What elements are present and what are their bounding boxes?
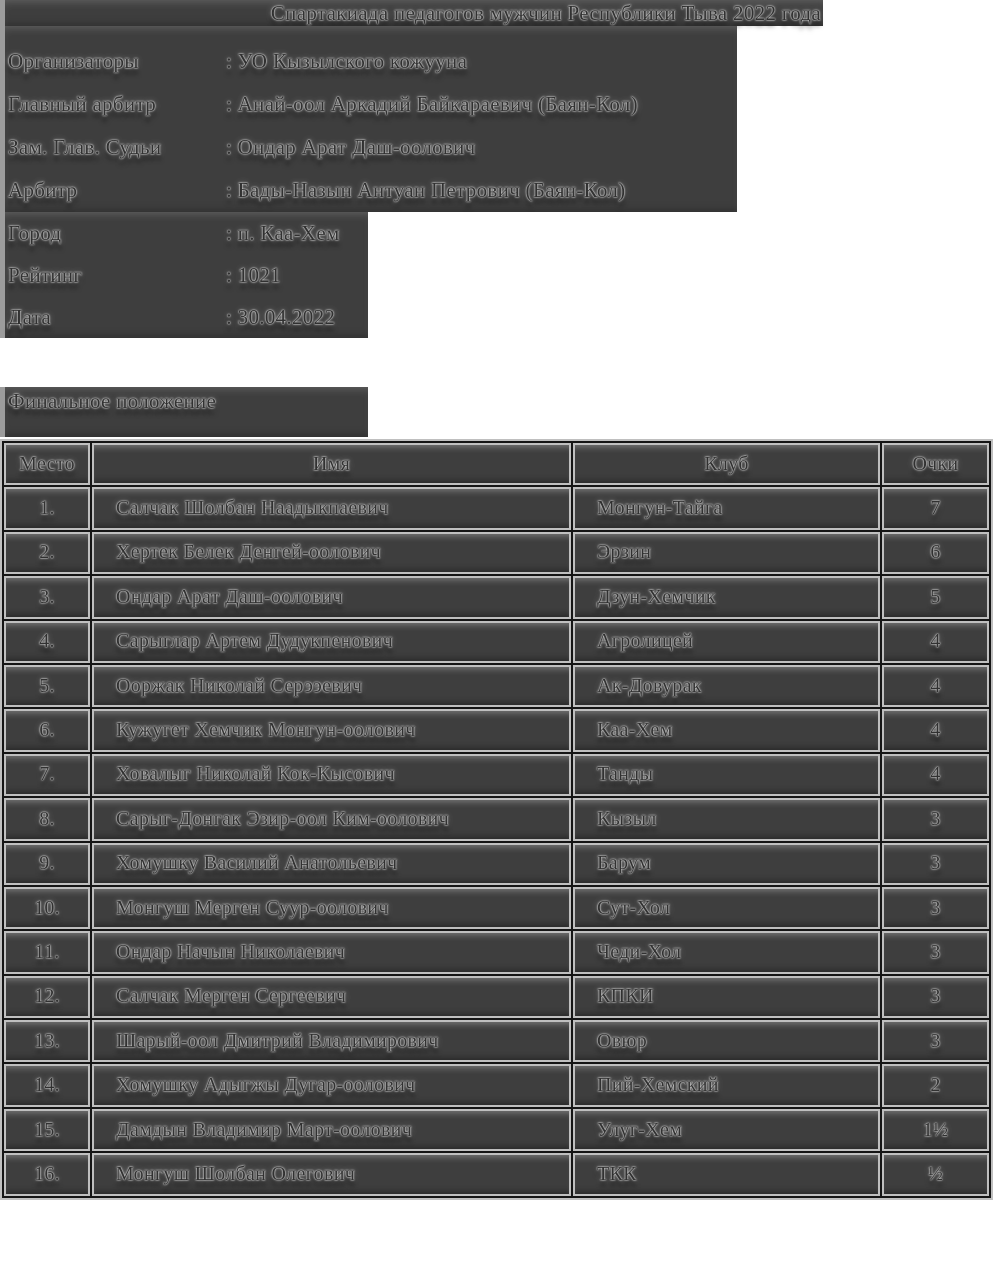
points-value: 7: [930, 497, 941, 520]
place-value: 12.: [34, 985, 60, 1008]
place-value: 6.: [39, 719, 55, 742]
club-value: Агролицей: [597, 630, 694, 653]
place-value: 1.: [39, 497, 55, 520]
name-value: Ховалыг Николай Кок-Кысович: [116, 763, 395, 786]
points-cell: [882, 576, 989, 618]
club-cell: [573, 665, 880, 707]
club-value: Сут-Хол: [597, 896, 671, 919]
place-value: 7.: [39, 763, 55, 786]
tournament-info-block: [0, 26, 737, 212]
club-cell: [573, 1109, 880, 1151]
name-value: Сарыглар Артем Дудукпенович: [116, 630, 394, 653]
name-value: Хертек Белек Денгей-оолович: [116, 541, 381, 564]
name-cell: [92, 487, 571, 529]
club-value: Овюр: [597, 1029, 648, 1052]
points-cell: [882, 887, 989, 929]
place-cell: [4, 843, 90, 885]
club-value: Чеди-Хол: [597, 940, 682, 963]
club-cell: [573, 976, 880, 1018]
place-value: 5.: [39, 674, 55, 697]
section-title-block: [0, 387, 368, 437]
points-value: 3: [930, 985, 941, 1008]
points-cell: [882, 1020, 989, 1062]
place-value: 3.: [39, 585, 55, 608]
name-value: Кужугет Хемчик Монгун-оолович: [116, 719, 416, 742]
name-cell: [92, 1109, 571, 1151]
name-cell: [92, 754, 571, 796]
table-row: [4, 1064, 989, 1106]
info-value: : 30.04.2022: [226, 304, 336, 329]
club-value: ТКК: [597, 1162, 637, 1185]
info-label: Рейтинг: [8, 262, 83, 287]
points-cell: [882, 1064, 989, 1106]
points-value: 4: [930, 630, 941, 653]
info-value: : Бады-Назын Антуан Петрович (Баян-Кол): [226, 178, 626, 202]
points-cell: [882, 532, 989, 574]
place-cell: [4, 487, 90, 529]
name-cell: [92, 798, 571, 840]
place-value: 16.: [34, 1162, 60, 1185]
col-header-points: Очки: [912, 452, 959, 475]
club-value: Дзун-Хемчик: [597, 585, 716, 608]
name-cell: [92, 532, 571, 574]
place-value: 2.: [39, 541, 55, 564]
points-value: 4: [930, 719, 941, 742]
club-value: Каа-Хем: [597, 719, 673, 742]
club-value: Ак-Довурак: [597, 674, 702, 697]
club-value: Эрзин: [597, 541, 652, 564]
points-cell: [882, 798, 989, 840]
place-cell: [4, 621, 90, 663]
name-cell: [92, 621, 571, 663]
place-cell: [4, 931, 90, 973]
info-value: : Ондар Арат Даш-оолович: [226, 135, 476, 159]
name-value: Сарыг-Донгак Эзир-оол Ким-оолович: [116, 807, 450, 830]
page-title: Спартакиада педагогов мужчин Республики Тыва 2022 года: [270, 1, 821, 25]
place-cell: [4, 1109, 90, 1151]
col-header-name: Имя: [312, 452, 351, 475]
table-row: [4, 1109, 989, 1151]
table-row: [4, 843, 989, 885]
points-cell: [882, 976, 989, 1018]
points-value: 3: [930, 896, 941, 919]
points-value: 1½: [922, 1118, 949, 1141]
name-cell: [92, 576, 571, 618]
club-value: Барум: [597, 852, 651, 875]
info-row: [5, 296, 368, 338]
points-cell: [882, 665, 989, 707]
points-cell: [882, 754, 989, 796]
club-value: Монгун-Тайга: [597, 497, 723, 520]
info-label: Дата: [8, 304, 52, 329]
name-value: Ондар Арат Даш-оолович: [116, 585, 343, 608]
info-label: Арбитр: [8, 178, 78, 202]
points-value: 2: [930, 1074, 941, 1097]
name-value: Дамдын Владимир Март-оолович: [116, 1118, 413, 1141]
name-value: Шарый-оол Дмитрий Владимирович: [116, 1029, 439, 1052]
section-title: Финальное положение: [8, 389, 217, 413]
place-value: 9.: [39, 852, 55, 875]
points-value: 4: [930, 763, 941, 786]
info-row: [5, 212, 368, 254]
place-value: 14.: [34, 1074, 60, 1097]
name-cell: [92, 843, 571, 885]
info-row: [5, 169, 737, 212]
place-value: 15.: [34, 1118, 60, 1141]
club-cell: [573, 1153, 880, 1195]
info-label: Организаторы: [8, 49, 139, 73]
name-value: Хомушку Василий Анатольевич: [116, 852, 398, 875]
name-value: Хомушку Адыгжы Дугар-оолович: [116, 1074, 416, 1097]
points-cell: [882, 1153, 989, 1195]
points-value: 6: [930, 541, 941, 564]
club-cell: [573, 887, 880, 929]
table-row: [4, 709, 989, 751]
points-cell: [882, 931, 989, 973]
name-cell: [92, 887, 571, 929]
club-value: Танды: [597, 763, 654, 786]
points-value: 3: [930, 940, 941, 963]
points-cell: [882, 621, 989, 663]
points-value: 5: [930, 585, 941, 608]
club-cell: [573, 709, 880, 751]
name-value: Ондар Начын Николаевич: [116, 940, 346, 963]
place-cell: [4, 887, 90, 929]
place-cell: [4, 1064, 90, 1106]
info-row: [5, 254, 368, 296]
info-value: : УО Кызылского кожууна: [226, 49, 468, 73]
info-value: : Анай-оол Аркадий Байкараевич (Баян-Кол): [226, 92, 638, 116]
name-value: Монгуш Мерген Суур-оолович: [116, 896, 389, 919]
standings-table: [0, 439, 993, 1200]
club-cell: [573, 576, 880, 618]
points-value: ½: [927, 1162, 944, 1185]
place-cell: [4, 1153, 90, 1195]
points-cell: [882, 1109, 989, 1151]
points-cell: [882, 487, 989, 529]
name-cell: [92, 709, 571, 751]
place-value: 8.: [39, 807, 55, 830]
name-cell: [92, 1020, 571, 1062]
table-header-row: [4, 443, 989, 485]
club-value: КПКИ: [597, 985, 654, 1008]
place-value: 13.: [34, 1029, 60, 1052]
place-value: 11.: [34, 940, 60, 963]
points-value: 3: [930, 852, 941, 875]
table-row: [4, 1153, 989, 1195]
info-row: [5, 40, 737, 83]
info-row: [5, 126, 737, 169]
place-cell: [4, 665, 90, 707]
club-cell: [573, 843, 880, 885]
name-value: Ооржак Николай Серээевич: [116, 674, 363, 697]
table-row: [4, 798, 989, 840]
points-value: 3: [930, 807, 941, 830]
name-cell: [92, 931, 571, 973]
name-value: Салчак Мерген Сергеевич: [116, 985, 347, 1008]
place-cell: [4, 976, 90, 1018]
club-cell: [573, 487, 880, 529]
club-cell: [573, 754, 880, 796]
club-cell: [573, 1064, 880, 1106]
table-row: [4, 621, 989, 663]
place-value: 10.: [34, 896, 60, 919]
table-row: [4, 887, 989, 929]
table-row: [4, 487, 989, 529]
place-value: 4.: [39, 630, 55, 653]
col-header-club: Клуб: [704, 452, 749, 475]
club-cell: [573, 931, 880, 973]
info-label: Зам. Глав. Судьи: [8, 135, 162, 159]
table-row: [4, 976, 989, 1018]
tournament-title-block: [0, 0, 823, 26]
points-cell: [882, 709, 989, 751]
club-cell: [573, 621, 880, 663]
table-row: [4, 532, 989, 574]
table-row: [4, 754, 989, 796]
info-row: [5, 83, 737, 126]
points-cell: [882, 843, 989, 885]
club-value: Пий-Хемский: [597, 1074, 719, 1097]
points-value: 3: [930, 1029, 941, 1052]
table-row: [4, 931, 989, 973]
place-cell: [4, 1020, 90, 1062]
name-value: Монгуш Шолбан Олегович: [116, 1162, 356, 1185]
col-header-place: Место: [19, 452, 75, 475]
info-label: Главный арбитр: [8, 92, 156, 116]
info-value: : 1021: [226, 262, 281, 287]
name-value: Салчак Шолбан Наадыкпаевич: [116, 497, 389, 520]
place-cell: [4, 532, 90, 574]
club-cell: [573, 532, 880, 574]
table-row: [4, 576, 989, 618]
tournament-meta-block: [0, 212, 368, 338]
place-cell: [4, 798, 90, 840]
name-cell: [92, 976, 571, 1018]
name-cell: [92, 1064, 571, 1106]
name-cell: [92, 665, 571, 707]
info-label: Город: [8, 220, 62, 245]
place-cell: [4, 576, 90, 618]
club-cell: [573, 798, 880, 840]
place-cell: [4, 709, 90, 751]
club-cell: [573, 1020, 880, 1062]
name-cell: [92, 1153, 571, 1195]
club-value: Кызыл: [597, 807, 657, 830]
place-cell: [4, 754, 90, 796]
table-row: [4, 665, 989, 707]
info-value: : п. Каа-Хем: [226, 220, 340, 245]
table-row: [4, 1020, 989, 1062]
club-value: Улуг-Хем: [597, 1118, 683, 1141]
points-value: 4: [930, 674, 941, 697]
